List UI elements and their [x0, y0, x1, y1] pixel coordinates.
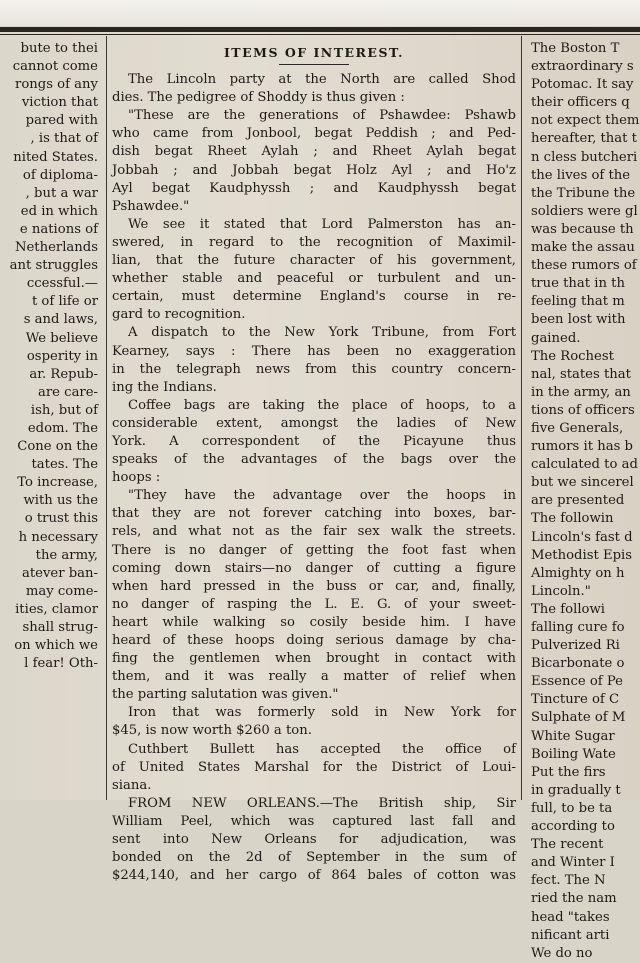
middle-column-line: heard of these hoops doing serious damage by cha-: [112, 633, 516, 648]
left-column-line: s and laws,: [23, 312, 98, 328]
page-top-margin: [0, 0, 640, 26]
left-column-line: Netherlands: [14, 240, 98, 256]
middle-column-line: Ayl begat Kaudphyssh ; and Kaudphyssh begat: [112, 180, 516, 196]
middle-column-line: when hard pressed in the buss or car, and, finally,: [112, 578, 516, 594]
right-column-line: Tincture of C: [531, 692, 620, 708]
middle-column-line: "These are the generations of Pshawdee: Pshawb: [128, 108, 516, 124]
right-column-line: tions of officers: [531, 402, 635, 418]
middle-column-line: that they are not forever catching into boxes, bar-: [112, 506, 516, 522]
left-column-line: o trust this: [24, 511, 98, 527]
heading-rule: [279, 64, 349, 65]
middle-column-line: ing the Indians.: [112, 379, 217, 395]
right-column-line: true that in th: [531, 276, 625, 292]
left-column-line: ish, but of: [30, 402, 98, 418]
left-column-line: osperity in: [26, 348, 98, 364]
left-column-line: , but a war: [25, 185, 98, 201]
middle-column-line: Cuthbert Bullett has accepted the office of: [128, 741, 516, 757]
right-column-line: their officers q: [531, 95, 630, 111]
right-column-line: feeling that m: [531, 294, 625, 310]
left-column-line: ar. Repub-: [29, 366, 98, 382]
right-column-line: and Winter I: [531, 855, 615, 871]
right-column-line: been lost with: [531, 312, 626, 328]
left-column-line: viction that: [21, 95, 98, 111]
middle-column-line: $244,140, and her cargo of 864 bales of cotton was: [112, 868, 516, 884]
right-column-line: Sulphate of M: [531, 710, 626, 726]
middle-column-line: rels, and what not as the fair sex walk the streets.: [112, 524, 516, 540]
left-column-line: To increase,: [17, 475, 98, 491]
right-column-line: are presented: [531, 493, 625, 509]
middle-column-line: them, and it was really a matter of relief when: [112, 669, 516, 685]
right-column-line: The Boston T: [531, 41, 620, 56]
right-column-line: head "takes: [531, 909, 610, 925]
column-divider-left: [106, 36, 107, 800]
right-column-line: according to: [531, 819, 615, 835]
middle-column-line: William Peel, which was captured last fall and: [112, 813, 516, 829]
middle-column-line: who came from Jonbool, begat Peddish ; and Ped-: [112, 126, 516, 142]
left-column-line: pared with: [25, 113, 98, 129]
middle-column-line: gard to recognition.: [112, 307, 246, 323]
right-column-line: ried the nam: [531, 891, 617, 907]
middle-column-line: bonded on the 2d of September in the sum of: [112, 850, 516, 866]
right-column-line: fect. The N: [531, 873, 606, 889]
right-column-line: five Generals,: [531, 420, 624, 436]
left-column-line: ities, clamor: [15, 601, 98, 617]
middle-column-line: the parting salutation was given.": [112, 687, 339, 703]
left-column-line: may come-: [25, 583, 98, 599]
left-column-line: e nations of: [19, 221, 98, 237]
right-column-line: make the assau: [531, 240, 635, 256]
right-column-line: White Sugar: [531, 728, 615, 744]
middle-column-line: Coffee bags are taking the place of hoops, to a: [128, 397, 516, 413]
section-heading: ITEMS OF INTEREST.: [223, 45, 405, 60]
middle-column-line: $45, is now worth $260 a ton.: [112, 723, 312, 739]
left-column-line: ed in which: [20, 203, 98, 219]
right-column-line: rumors it has b: [531, 439, 633, 455]
middle-column-line: considerable extent, amongst the ladies of New: [112, 415, 516, 431]
right-column-line: We do no: [531, 945, 593, 961]
left-column: [0, 40, 100, 800]
middle-column-line: speaks of the advantages of the bags over the: [112, 452, 516, 468]
right-column-line: in gradually t: [531, 782, 621, 798]
right-column-line: the Tribune the: [531, 185, 636, 201]
right-column-line: not expect them: [531, 113, 640, 129]
left-column-line: on which we: [14, 638, 98, 654]
left-column-line: t of life or: [31, 294, 98, 310]
left-column-line: edom. The: [27, 420, 98, 436]
right-column-line: Bicarbonate o: [531, 656, 625, 672]
right-column-line: Boiling Wate: [531, 746, 616, 762]
right-column-line: The followin: [531, 511, 614, 527]
left-column-line: tates. The: [31, 457, 98, 473]
right-column-line: nal, states that: [531, 366, 631, 382]
middle-column-line: certain, must determine England's course in re-: [112, 289, 516, 305]
middle-column-line: dies. The pedigree of Shoddy is thus given :: [112, 90, 405, 106]
column-header-rule-thin: [0, 34, 640, 35]
left-column-line: , is that of: [30, 131, 98, 147]
right-column-line: Almighty on h: [531, 565, 625, 581]
right-column-line: was because th: [531, 221, 634, 237]
middle-column-line: siana.: [112, 777, 152, 793]
right-column-line: The recent: [531, 837, 604, 853]
left-column-line: Cone on the: [17, 439, 98, 455]
left-column-line: l fear! Oth-: [24, 656, 98, 672]
article-text: [112, 71, 516, 885]
left-column-line: ant struggles: [9, 258, 98, 274]
middle-column-line: The Lincoln party at the North are called Shod: [128, 72, 516, 88]
middle-column-line: dish begat Rheet Aylah ; and Rheet Aylah begat: [112, 144, 516, 160]
left-column-line: atever ban-: [22, 565, 98, 581]
middle-column-line: in the telegraph news from this country concern-: [112, 361, 516, 377]
left-column-line: the army,: [35, 547, 98, 563]
right-column-line: Methodist Epis: [531, 547, 633, 563]
column-header-rule: [0, 27, 640, 32]
middle-column-line: lian, that the future character of his government,: [112, 253, 516, 269]
right-column-line: n cless butcheri: [531, 149, 638, 165]
middle-column-line: fing the gentlemen when brought in contact with: [112, 651, 516, 667]
left-column-line: nited States.: [13, 149, 98, 165]
right-column-line: Potomac. It say: [531, 77, 634, 93]
left-column-line: with us the: [23, 493, 98, 509]
left-column-line: We believe: [25, 330, 98, 346]
right-column-line: The followi: [531, 601, 605, 617]
column-divider-right: [521, 36, 522, 800]
right-column-line: but we sincerel: [531, 475, 634, 491]
left-column-line: are care-: [38, 384, 98, 400]
right-column-line: soldiers were gl: [531, 203, 638, 219]
left-column-line: h necessary: [18, 529, 98, 545]
right-column-line: calculated to ad: [531, 457, 638, 473]
middle-column-line: whether stable and peaceful or turbulent and un-: [112, 271, 516, 287]
middle-column-line: York. A correspondent of the Picayune thus: [112, 433, 516, 449]
left-column-line: ccessful.—: [26, 276, 98, 292]
left-column-line: shall strug-: [22, 620, 98, 635]
right-column-line: Lincoln.": [531, 583, 591, 599]
right-column-line: in the army, an: [531, 384, 631, 400]
middle-column-line: sent into New Orleans for adjudication, was: [112, 832, 516, 848]
middle-column-line: Pshawdee.": [112, 198, 190, 214]
right-column-line: nificant arti: [531, 927, 610, 943]
middle-column-line: swered, in regard to the recognition of Maximil-: [112, 234, 516, 250]
middle-column-line: coming down stairs—no danger of cutting a figure: [112, 560, 516, 576]
right-column: [528, 40, 640, 961]
right-column-line: Put the firs: [531, 764, 606, 780]
right-column-line: Essence of Pe: [531, 674, 623, 690]
left-column-line: cannot come: [12, 59, 98, 75]
middle-column-line: of United States Marshal for the District of Loui-: [112, 759, 516, 775]
middle-column-line: no danger of rasping the L. E. G. of your sweet-: [112, 596, 516, 612]
right-column-line: gained.: [531, 330, 581, 346]
right-column-line: full, to be ta: [531, 800, 613, 816]
right-column-line: the lives of the: [531, 167, 631, 183]
right-column-line: hereafter, that t: [531, 131, 637, 147]
middle-column-line: "They have the advantage over the hoops in: [128, 488, 516, 504]
left-column-line: of diploma-: [22, 167, 98, 183]
middle-column: [112, 40, 516, 884]
middle-column-line: A dispatch to the New York Tribune, from Fort: [128, 325, 516, 341]
middle-column-line: Iron that was formerly sold in New York for: [128, 705, 516, 721]
middle-column-line: FROM NEW ORLEANS.—The British ship, Sir: [128, 795, 516, 811]
right-column-line: Pulverized Ri: [531, 638, 620, 654]
right-column-line: Lincoln's fast d: [531, 529, 633, 545]
middle-column-line: hoops :: [112, 470, 161, 486]
middle-column-line: Kearney, says : There has been no exaggeration: [112, 343, 516, 359]
right-column-line: falling cure fo: [531, 620, 625, 635]
middle-column-line: heart while walking so cosily beside him. I have: [112, 614, 516, 630]
left-column-line: bute to thei: [20, 41, 98, 56]
middle-column-line: We see it stated that Lord Palmerston has an-: [128, 216, 516, 232]
middle-column-line: Jobbah ; and Jobbah begat Holz Ayl ; and Ho'z: [112, 162, 516, 178]
right-column-line: these rumors of: [531, 258, 637, 274]
middle-column-line: There is no danger of getting the foot fast when: [112, 542, 516, 558]
left-column-line: rongs of any: [15, 77, 98, 93]
right-column-line: extraordinary s: [531, 59, 634, 75]
right-column-line: The Rochest: [531, 348, 614, 364]
